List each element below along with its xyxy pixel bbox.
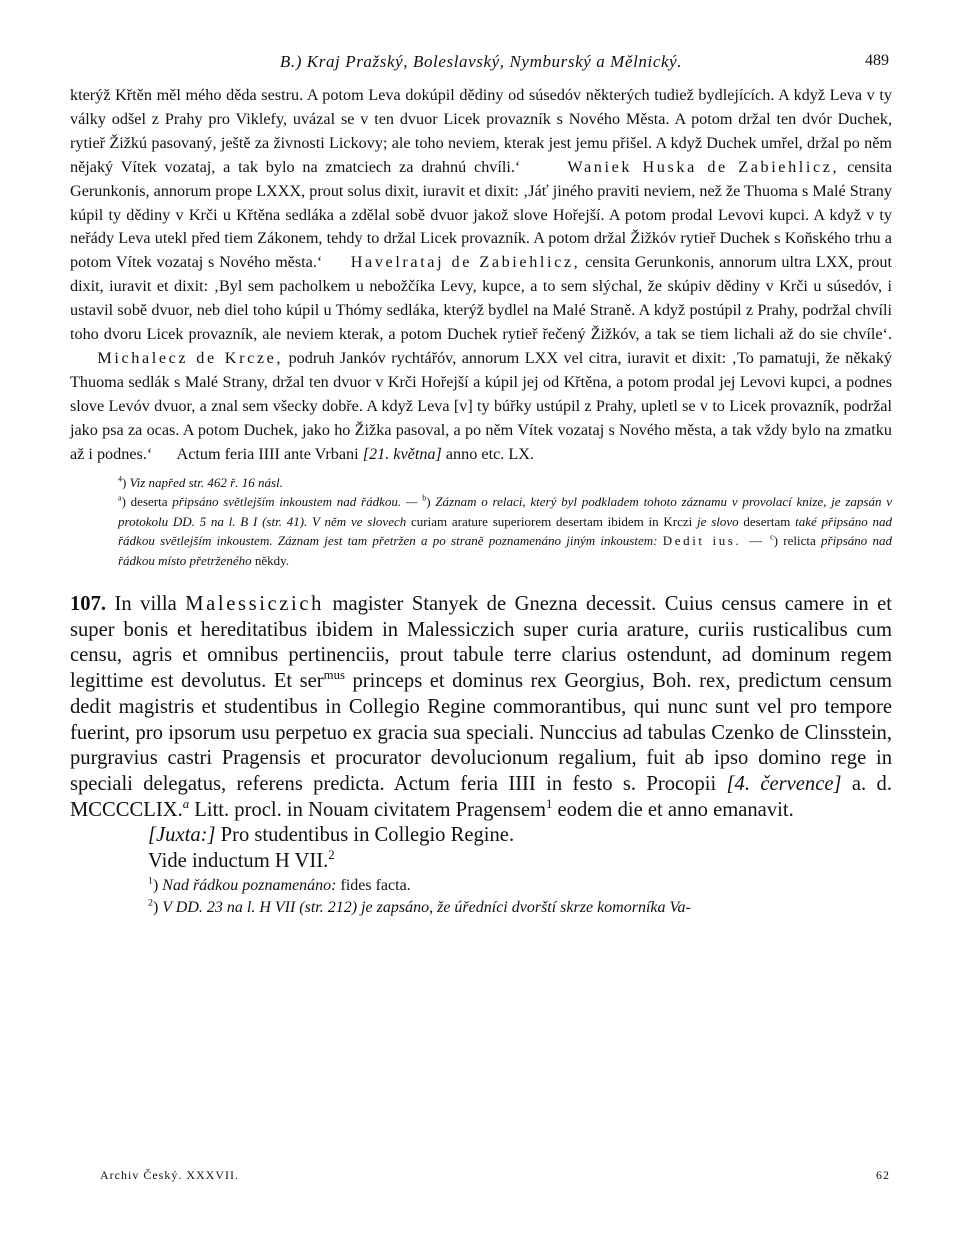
signature-mark: Archiv Český. XXXVII.	[100, 1168, 239, 1182]
juxta-line	[148, 823, 892, 849]
running-head	[70, 52, 892, 84]
note-text: také připsáno nad řádkou světlejším inkoustem. Záznam jest tam přetržen a po straně poznamenáno jiným inkoustem:	[118, 513, 893, 548]
text-segment: podruh Jankóv rychtářóv, annorum LXX vel citra, iuravit et dixit: ‚To pamatuji, že někaký Thuoma sedlák s Malé Strany, držal ten dvuor v Krči Hořejší a kúpil jej od Křtěna, a potom prodal jej Levovi kupci, a podnes slove Levóv dvuor, a znal sem všecky dobře. A když Leva [v] ty búřky ustúpil z Prahy, upletl se v to Licek provazník, podržal jako psa za ocas. A potom Duchek, jako ho Žižka pasoval, a po něm Vítek vozataj s Nového města, a tak vždy bylo na zmatku až i podnes.‘	[70, 348, 893, 463]
vide-line	[148, 849, 892, 875]
entry-number: 107.	[70, 593, 107, 615]
vide-text: Vide inductum H VII.	[148, 850, 329, 873]
footnote-mark: 2	[148, 897, 153, 909]
footnote-mark: 1	[546, 796, 553, 811]
footnote-text: Nad řádkou poznamenáno:	[162, 876, 337, 894]
date-annotation: [4. července]	[726, 772, 842, 795]
page-number: 489	[865, 52, 889, 69]
entry-marginalia	[148, 823, 892, 874]
entry-footnote-1: $^1$) Nad řádkou poznamenáno: fides facta.	[148, 875, 411, 894]
text-segment: kterýž Křtěn měl mého děda sestru. A potom Leva dokúpil dědiny od súsedóv některých tudiež bydlejících. A když Leva v ty války odšel z Prahy pro Viklefy, uvázal se v ten dvuor Licek provazník s Nového Města. A potom držal ten dvór Duchek, rytieř Žižkú pasovaný, ještě za živnosti Lickovy; ale toho neviem, kterak jest jemu přišel. A když Duchek umřel, držal po něm nějaký Vítek vozataj, a tak bylo na zmatciech za drahnú chvíli.‘	[70, 86, 892, 176]
footnote-mark: a	[182, 796, 190, 811]
actum-end: anno etc. LX.	[445, 444, 534, 463]
entry-107	[70, 592, 892, 823]
footnote-mark: b	[422, 493, 427, 503]
note-text: připsáno světlejším inkoustem nad řádkou. —	[172, 494, 418, 509]
note-text: desertam	[743, 513, 791, 529]
note-text: někdy.	[254, 552, 290, 568]
entry-text: princeps et dominus rex Georgius, Boh. rex, predictum censum dedit magistris et studentibus in Collegio Regine commorantibus, qui nunc sunt vel pro tempore fuerint, pro ipsorum usu perpetuo ex gracia sua speciali. Nunccius ad tabulas Czenko de Clinsstein, purgravius castri Pragensis et procurator devolucionum regalium, fuit ab ipso domino rege in speciali delegatus, referens predicta. Actum feria IIII in festo s. Procopii	[70, 670, 892, 795]
footnote-text: V DD. 23 na l. H VII (str. 212) je zapsáno, že úředníci dvorští skrze komorníka Va-	[162, 898, 691, 916]
entry-text: eodem die et anno emanavit.	[557, 798, 794, 821]
footnotes	[70, 473, 892, 571]
testimony-paragraph	[70, 84, 892, 467]
note-text: Dedit ius. —	[662, 533, 765, 548]
entry-text: a. d. MCCCCLIX.	[70, 772, 892, 821]
footnote-text: fides facta.	[340, 876, 411, 894]
testimony-text	[70, 84, 892, 467]
note-text: deserta	[130, 494, 168, 509]
entry-paragraph	[70, 592, 892, 823]
superscript: mus	[323, 668, 345, 683]
apparatus-notes: $^a$) deserta připsáno světlejším inkoustem nad řádkou. — $^b$) Záznam o relaci, který byl podkladem tohoto záznamu v provolací knize, je zapsán v protokolu DD. 5 na l. B I (str. 41). V něm ve slovech curiam arature superiorem desertam ibidem in Krczi je slovo desertam také připsáno nad řádkou světlejším inkoustem. Záznam jest tam přetržen a po straně poznamenáno jiným inkoustem: Dedit ius. — $^c$) relicta připsáno nad řádkou místo přetrženého někdy.	[118, 493, 893, 568]
entry-text: Litt. procl. in Nouam civitatem Pragensem	[194, 798, 546, 821]
witness-name: Michalecz de Krcze,	[97, 348, 284, 367]
place-name: Malessiczich	[185, 593, 324, 615]
entry-text: In villa	[114, 593, 177, 615]
entry-footnote-2: $^2$) V DD. 23 na l. H VII (str. 212) je zapsáno, že úředníci dvorští skrze komorníka Va-	[148, 897, 691, 916]
note-text: relicta	[783, 533, 816, 548]
note-text: curiam arature superiorem	[411, 513, 552, 529]
entry-footnotes	[148, 875, 892, 919]
page	[70, 52, 892, 919]
footnote-mark: a	[118, 493, 122, 503]
footnote-mark: 4	[118, 474, 123, 484]
footnote-mark: 2	[328, 848, 335, 863]
running-title: B.) Kraj Pražský, Boleslavský, Nymburský a Mělnický.	[279, 52, 683, 71]
leaf-number: 62	[876, 1168, 890, 1182]
text-segment: censita Gerunkonis, annorum prope LXXX, prout solus dixit, iuravit et dixit: ‚Jáť jiného praviti neviem, než že Thuoma s Malé Strany kúpil ty dědiny v Krči u Křtěna sedláka a zdělal sobě dvuor jakož slove Hořejší. A potom prodal Levovi kupci. A když v ty neřády Leva utekl před tiem Zákonem, tehdy to držal Licek provazník. A potom držal Žižkóv rytieř Duchek s Koňského trhu a potom Vítek vozataj s Nového města.‘	[70, 157, 893, 272]
note-text: je slovo	[697, 513, 739, 529]
juxta-text: Pro studentibus in Collegio Regine.	[220, 824, 515, 847]
juxta-label: [Juxta:]	[148, 824, 216, 847]
witness-name: Waniek Huska de Zabiehlicz,	[567, 157, 840, 176]
footnote-mark: c	[770, 532, 774, 542]
text-segment: censita Gerunkonis, annorum ultra LXX, prout dixit, iuravit et dixit: ‚Byl sem pacholkem u nebožčíka Levy, kupce, a to sem slýchal, že skúpiv dědiny v Krči u súsedóv, i ustavil sobě dvuor, neb diel toho kúpil u Thómy sedláka, kterýž bydlel na Malé Straně. A když postúpil z Prahy, podržal chvíli toho dvoru Licek provazník, ale neviem kterak, a potom Duchek rytieř řečený Žižkóv, a tak se tiem lichali až do sie chvíle‘.	[70, 253, 893, 344]
witness-name: Havelrataj de Zabiehlicz,	[350, 253, 581, 272]
entry-text: magister Stanyek de Gnezna decessit. Cuius census camere in et super bonis et hereditatibus ibidem in Malessiczich super curia arature, curiis rusticalibus cum censu, agris et omnibus pertinenciis, prout tabule terre clarius ostendunt, ad dominum regem legittime est devolutus. Et ser	[70, 593, 892, 693]
actum-text: Actum feria IIII ante Vrbani	[176, 444, 359, 463]
footnote-4: $^4$) Viz napřed str. 462 ř. 16 násl.	[118, 474, 283, 490]
note-text: desertam ibidem in Krczi	[555, 513, 693, 529]
note-text: připsáno nad řádkou místo přetrženého	[118, 533, 893, 568]
note-text: Záznam o relaci, který byl podkladem tohoto záznamu v provolací knize, je zapsán v protokolu DD. 5 na l. B I (str. 41). V něm ve slovech	[118, 494, 892, 529]
footnote-mark: 1	[148, 875, 153, 887]
date-annotation: [21. května]	[362, 444, 442, 463]
footnote-text: Viz napřed str. 462 ř. 16 násl.	[129, 474, 283, 490]
